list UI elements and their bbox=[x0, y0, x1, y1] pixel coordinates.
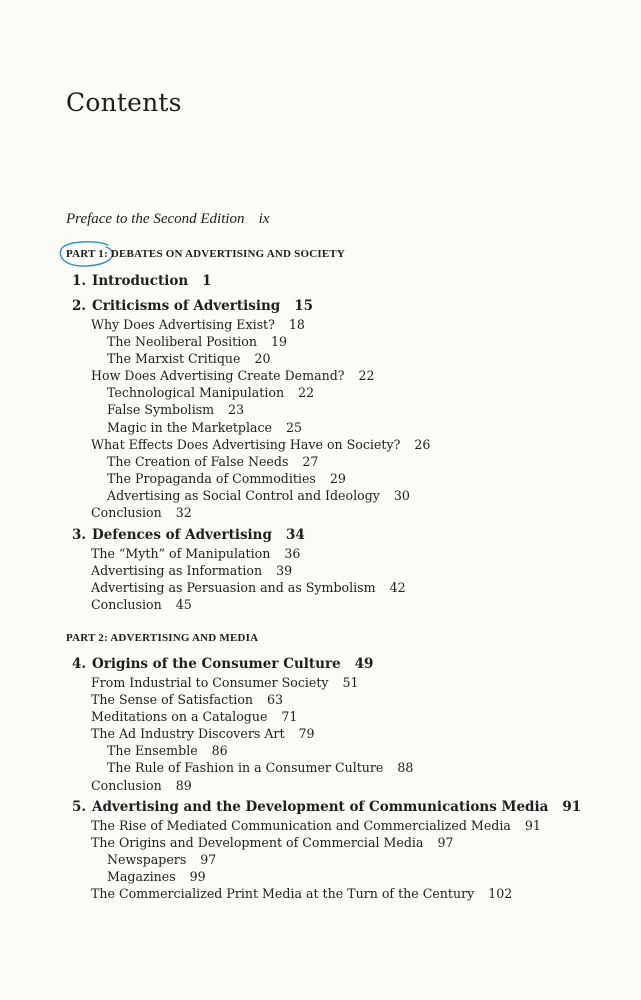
entry-title: The Commercialized Print Media at the Turn of the Century bbox=[91, 886, 475, 902]
entry-title: The Sense of Satisfaction bbox=[91, 692, 254, 708]
entry-title: The Propaganda of Commodities bbox=[107, 470, 316, 486]
entry-page: 39 bbox=[276, 563, 293, 579]
chapter-heading bbox=[72, 525, 406, 545]
chapter-title: Defences of Advertising bbox=[92, 527, 272, 543]
entry-page: 88 bbox=[397, 760, 414, 776]
entry-page: 42 bbox=[389, 580, 406, 596]
toc-entry bbox=[72, 316, 430, 333]
toc-subentry bbox=[72, 453, 430, 470]
toc-subentry bbox=[72, 742, 413, 759]
toc-entry bbox=[72, 367, 430, 384]
entry-title: The Neoliberal Position bbox=[107, 334, 257, 350]
entry-page: 25 bbox=[286, 419, 303, 435]
chapter-number: 4. bbox=[72, 656, 87, 672]
entry-page: 26 bbox=[414, 436, 431, 452]
toc-entry bbox=[72, 725, 413, 742]
entry-title: The Ad Industry Discovers Art bbox=[91, 726, 285, 742]
toc-subentry bbox=[72, 401, 430, 418]
entry-page: 79 bbox=[298, 726, 315, 742]
entry-page: 36 bbox=[284, 546, 301, 561]
chapter-5 bbox=[72, 797, 581, 902]
entry-page: 20 bbox=[254, 351, 271, 367]
toc-entry bbox=[72, 436, 430, 453]
entry-title: The Origins and Development of Commercial Media bbox=[91, 835, 424, 851]
entry-page: 45 bbox=[175, 597, 192, 613]
entry-title: Meditations on a Catalogue bbox=[91, 709, 268, 725]
part-1-title: DEBATES ON ADVERTISING AND SOCIETY bbox=[110, 248, 346, 260]
toc-entry bbox=[72, 596, 406, 613]
entry-title: Newspapers bbox=[107, 852, 187, 868]
chapter-heading bbox=[72, 654, 413, 674]
entry-page: 102 bbox=[488, 886, 513, 902]
toc-subentry bbox=[72, 333, 430, 350]
preface-entry bbox=[66, 211, 269, 228]
entry-page: 89 bbox=[175, 777, 192, 793]
toc-entry bbox=[72, 674, 413, 691]
entry-page: 97 bbox=[200, 852, 217, 868]
entry-title: The Marxist Critique bbox=[107, 351, 241, 367]
chapter-entries bbox=[72, 316, 430, 521]
toc-entry bbox=[72, 885, 581, 902]
page-title: Contents bbox=[66, 88, 182, 117]
entry-title: From Industrial to Consumer Society bbox=[91, 675, 329, 690]
toc-entry bbox=[72, 562, 406, 579]
chapter-page: 1 bbox=[202, 273, 212, 289]
entry-title: Conclusion bbox=[91, 505, 162, 521]
entry-title: Advertising as Persuasion and as Symbolism bbox=[91, 580, 376, 596]
chapter-page: 49 bbox=[354, 656, 374, 672]
entry-title: Advertising as Social Control and Ideology bbox=[107, 487, 380, 503]
chapter-heading bbox=[72, 296, 430, 316]
chapter-title: Origins of the Consumer Culture bbox=[92, 656, 341, 672]
toc-entry bbox=[72, 545, 406, 562]
chapter-page: 15 bbox=[294, 298, 313, 314]
entry-title: The Rise of Mediated Communication and Commercialized Media bbox=[91, 818, 511, 833]
entry-page: 23 bbox=[228, 402, 245, 418]
chapter-number: 2. bbox=[72, 298, 87, 314]
preface-title: Preface to the Second Edition bbox=[66, 211, 245, 227]
toc-subentry bbox=[72, 470, 430, 487]
toc-entry bbox=[72, 817, 581, 834]
entry-title: Magic in the Marketplace bbox=[107, 419, 272, 435]
entry-page: 22 bbox=[358, 368, 375, 384]
chapter-heading bbox=[72, 271, 212, 291]
entry-title: Why Does Advertising Exist? bbox=[91, 317, 275, 332]
chapter-page: 34 bbox=[285, 527, 305, 543]
preface-page: ix bbox=[258, 211, 270, 227]
chapter-heading bbox=[72, 797, 581, 817]
toc-entry bbox=[72, 691, 413, 708]
toc-entry bbox=[72, 504, 430, 521]
chapter-title: Criticisms of Advertising bbox=[92, 298, 281, 314]
chapter-entries bbox=[72, 545, 406, 613]
toc-subentry bbox=[72, 759, 413, 776]
chapter-2 bbox=[72, 296, 430, 521]
entry-page: 19 bbox=[270, 334, 287, 350]
entry-title: Conclusion bbox=[91, 597, 162, 613]
toc-entry bbox=[72, 579, 406, 596]
entry-title: False Symbolism bbox=[107, 402, 215, 418]
toc-subentry bbox=[72, 851, 581, 868]
entry-page: 30 bbox=[393, 487, 410, 503]
chapter-entries bbox=[72, 817, 581, 902]
chapter-number: 1. bbox=[72, 273, 87, 289]
entry-title: Conclusion bbox=[91, 777, 162, 793]
entry-title: The Rule of Fashion in a Consumer Culture bbox=[107, 760, 384, 776]
part-1-heading: PART 1: DEBATES ON ADVERTISING AND SOCIETY bbox=[66, 248, 346, 260]
entry-page: 18 bbox=[288, 317, 305, 332]
entry-title: Technological Manipulation bbox=[107, 385, 285, 401]
entry-title: How Does Advertising Create Demand? bbox=[91, 368, 345, 384]
chapter-3 bbox=[72, 525, 406, 613]
entry-page: 97 bbox=[437, 835, 454, 851]
entry-title: Magazines bbox=[107, 869, 176, 885]
entry-title: The Ensemble bbox=[107, 743, 198, 759]
entry-page: 29 bbox=[329, 470, 346, 486]
entry-page: 63 bbox=[267, 692, 284, 708]
toc-subentry bbox=[72, 487, 430, 504]
chapter-4 bbox=[72, 654, 413, 794]
chapter-title: Introduction bbox=[92, 273, 189, 289]
entry-title: The Creation of False Needs bbox=[107, 453, 289, 469]
chapter-entries bbox=[72, 674, 413, 794]
toc-subentry bbox=[72, 350, 430, 367]
entry-title: What Effects Does Advertising Have on Society? bbox=[91, 436, 401, 452]
entry-title: The “Myth” of Manipulation bbox=[91, 546, 271, 561]
toc-subentry bbox=[72, 419, 430, 436]
chapter-page: 91 bbox=[562, 799, 582, 815]
toc-entry bbox=[72, 834, 581, 851]
entry-page: 22 bbox=[298, 385, 315, 401]
part-2-heading: PART 2: ADVERTISING AND MEDIA bbox=[66, 632, 259, 644]
entry-page: 91 bbox=[524, 818, 541, 833]
toc-subentry bbox=[72, 868, 581, 885]
chapter-number: 3. bbox=[72, 527, 87, 543]
chapter-1 bbox=[72, 271, 212, 291]
entry-page: 32 bbox=[175, 505, 192, 521]
toc-subentry bbox=[72, 384, 430, 401]
entry-page: 86 bbox=[211, 743, 228, 759]
part-1-label: PART 1 bbox=[66, 248, 104, 260]
chapter-title: Advertising and the Development of Communications Media bbox=[92, 799, 549, 815]
entry-title: Advertising as Information bbox=[91, 563, 263, 579]
toc-entry bbox=[72, 777, 413, 794]
entry-page: 71 bbox=[281, 709, 298, 725]
chapter-number: 5. bbox=[72, 799, 87, 815]
entry-page: 27 bbox=[302, 453, 319, 469]
toc-entry bbox=[72, 708, 413, 725]
entry-page: 51 bbox=[342, 675, 359, 690]
entry-page: 99 bbox=[189, 869, 206, 885]
